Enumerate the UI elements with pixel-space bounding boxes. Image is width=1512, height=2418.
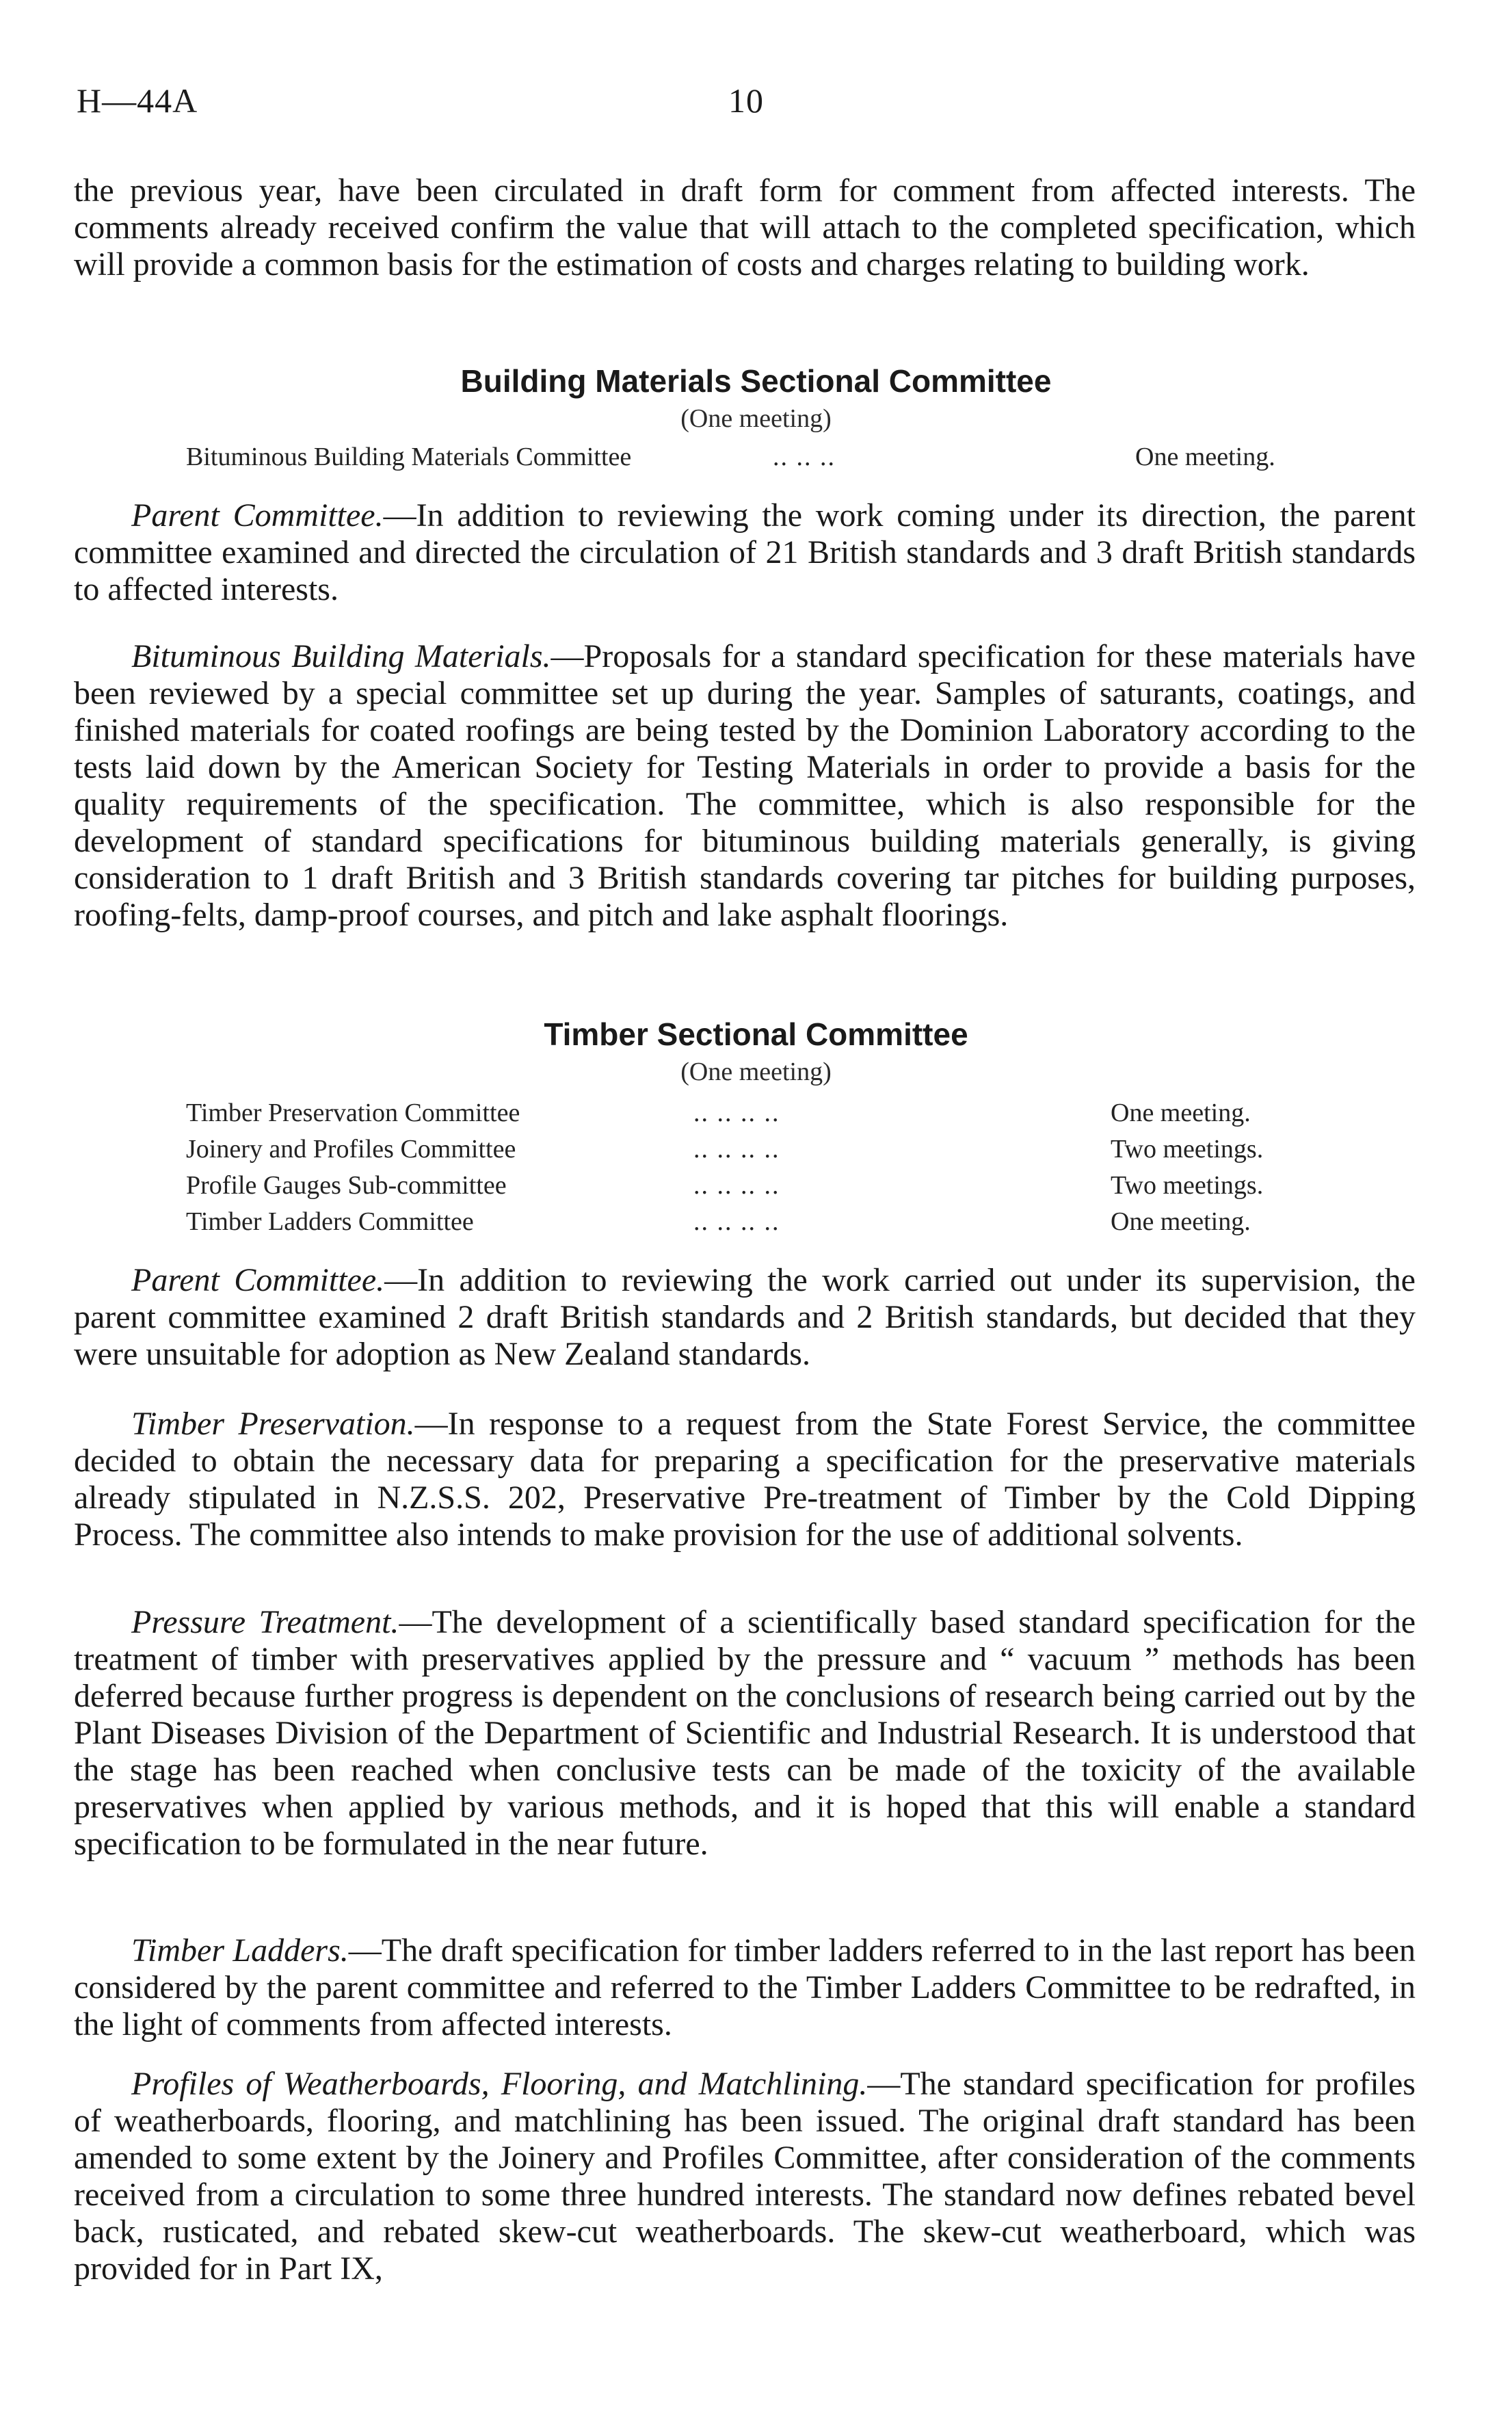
meeting-row <box>186 1168 1321 1203</box>
paragraph-text: —The development of a scientifically based standard specification for the treatment of timber with preservatives applied by the pressure and “ vacuum ” methods has been deferred because further progress is dependent on the conclusions of research being carried out by the Plant Diseases Division of the Department of Scientific and Industrial Research. It is understood that the stage has been reached when conclusive tests can be made of the toxicity of the available preservatives when applied by various methods, and it is hoped that this will enable a standard specification to be formulated in the near future. <box>74 1604 1416 1862</box>
meeting-count: One meeting. <box>1111 1207 1251 1236</box>
paragraph-text: —In addition to reviewing the work coming under its direction, the parent committee examined and directed the circulation of 21 British standards and 3 draft British standards to affected interests. <box>74 497 1416 607</box>
paragraph-pressure-treatment <box>74 1604 1416 1863</box>
paragraph-text: —In response to a request from the State Forest Service, the committee decided to obtain the necessary data for preparing a specification for the preservative materials already stipulated in N.Z.S.S. 202, Preservative Pre-treatment of Timber by the Cold Dipping Process. The committee also intends to make provision for the use of additional solvents. <box>74 1406 1416 1553</box>
meeting-row <box>186 440 1321 474</box>
paragraph-text: the previous year, have been circulated in draft form for comment from affected interests. The comments already received confirm the value that will attach to the completed specification, which will provide a common basis for the estimation of costs and charges relating to building work. <box>74 172 1416 282</box>
committee-name: Timber Ladders Committee <box>186 1207 474 1236</box>
committee-name: Bituminous Building Materials Committee <box>186 443 632 471</box>
leader-dots: .. .. .. .. <box>693 1099 780 1127</box>
section-heading-building-materials: Building Materials Sectional Committee <box>460 363 1052 399</box>
document-code: H—44A <box>77 81 198 120</box>
leader-dots: .. .. .. .. <box>693 1171 780 1200</box>
paragraph-lead: Pressure Treatment. <box>131 1604 399 1640</box>
meeting-count: Two meetings. <box>1111 1171 1264 1200</box>
paragraph-text: —The draft specification for timber ladders referred to in the last report has been considered by the parent committee and referred to the Timber Ladders Committee to be redrafted, in the light of comments from affected interests. <box>74 1932 1416 2042</box>
paragraph-bituminous-building-materials <box>74 638 1416 934</box>
meeting-row <box>186 1096 1321 1130</box>
meeting-count-building: (One meeting) <box>680 404 832 433</box>
paragraph-timber-preservation <box>74 1406 1416 1553</box>
paragraph-lead: Parent Committee. <box>131 1262 385 1298</box>
meeting-row <box>186 1205 1321 1239</box>
meeting-row <box>186 1132 1321 1166</box>
paragraph-parent-committee-timber <box>74 1262 1416 1373</box>
page-number: 10 <box>728 81 764 120</box>
paragraph-text: —Proposals for a standard specification for these materials have been reviewed by a special committee set up during the year. Samples of saturants, coatings, and finished materials for coated roofings are being tested by the Dominion Laboratory according to the tests laid down by the American Society for Testing Materials in order to provide a basis for the quality requirements of the specification. The committee, which is also responsible for the development of standard specifications for bituminous building materials generally, is giving consideration to 1 draft British and 3 British standards covering tar pitches for building purposes, roofing-felts, damp-proof courses, and pitch and lake asphalt floorings. <box>74 638 1416 933</box>
leader-dots: .. .. .. <box>773 443 836 471</box>
leader-dots: .. .. .. .. <box>693 1207 780 1236</box>
paragraph-lead: Timber Ladders. <box>131 1932 349 1969</box>
paragraph-parent-committee-building <box>74 497 1416 608</box>
committee-name: Profile Gauges Sub-committee <box>186 1171 507 1200</box>
paragraph-profiles-weatherboards <box>74 2066 1416 2287</box>
meeting-count: One meeting. <box>1111 1099 1251 1127</box>
section-heading-timber: Timber Sectional Committee <box>544 1016 968 1052</box>
meeting-count: Two meetings. <box>1111 1135 1264 1164</box>
meeting-count-timber: (One meeting) <box>680 1057 832 1086</box>
meeting-count: One meeting. <box>1135 443 1275 471</box>
leader-dots: .. .. .. .. <box>693 1135 780 1164</box>
paragraph-text: —In addition to reviewing the work carried out under its supervision, the parent committee examined 2 draft British standards and 2 British standards, but decided that they were unsuitable for adoption as New Zealand standards. <box>74 1262 1416 1372</box>
paragraph-lead: Bituminous Building Materials. <box>131 638 551 674</box>
committee-name: Timber Preservation Committee <box>186 1099 520 1127</box>
paragraph-lead: Parent Committee. <box>131 497 384 534</box>
paragraph-timber-ladders <box>74 1932 1416 2043</box>
paragraph-continuation <box>74 172 1416 283</box>
paragraph-lead: Timber Preservation. <box>131 1406 415 1442</box>
committee-name: Joinery and Profiles Committee <box>186 1135 516 1164</box>
paragraph-lead: Profiles of Weatherboards, Flooring, and Matchlining. <box>131 2066 868 2102</box>
paragraph-text: —The standard specification for profiles of weatherboards, flooring, and matchlining has been issued. The original draft standard has been amended to some extent by the Joinery and Profiles Committee, after consideration of the comments received from a circulation to some three hundred interests. The standard now defines rebated bevel back, rusticated, and rebated skew-cut weatherboards. The skew-cut weatherboard, which was provided for in Part IX, <box>74 2066 1416 2287</box>
